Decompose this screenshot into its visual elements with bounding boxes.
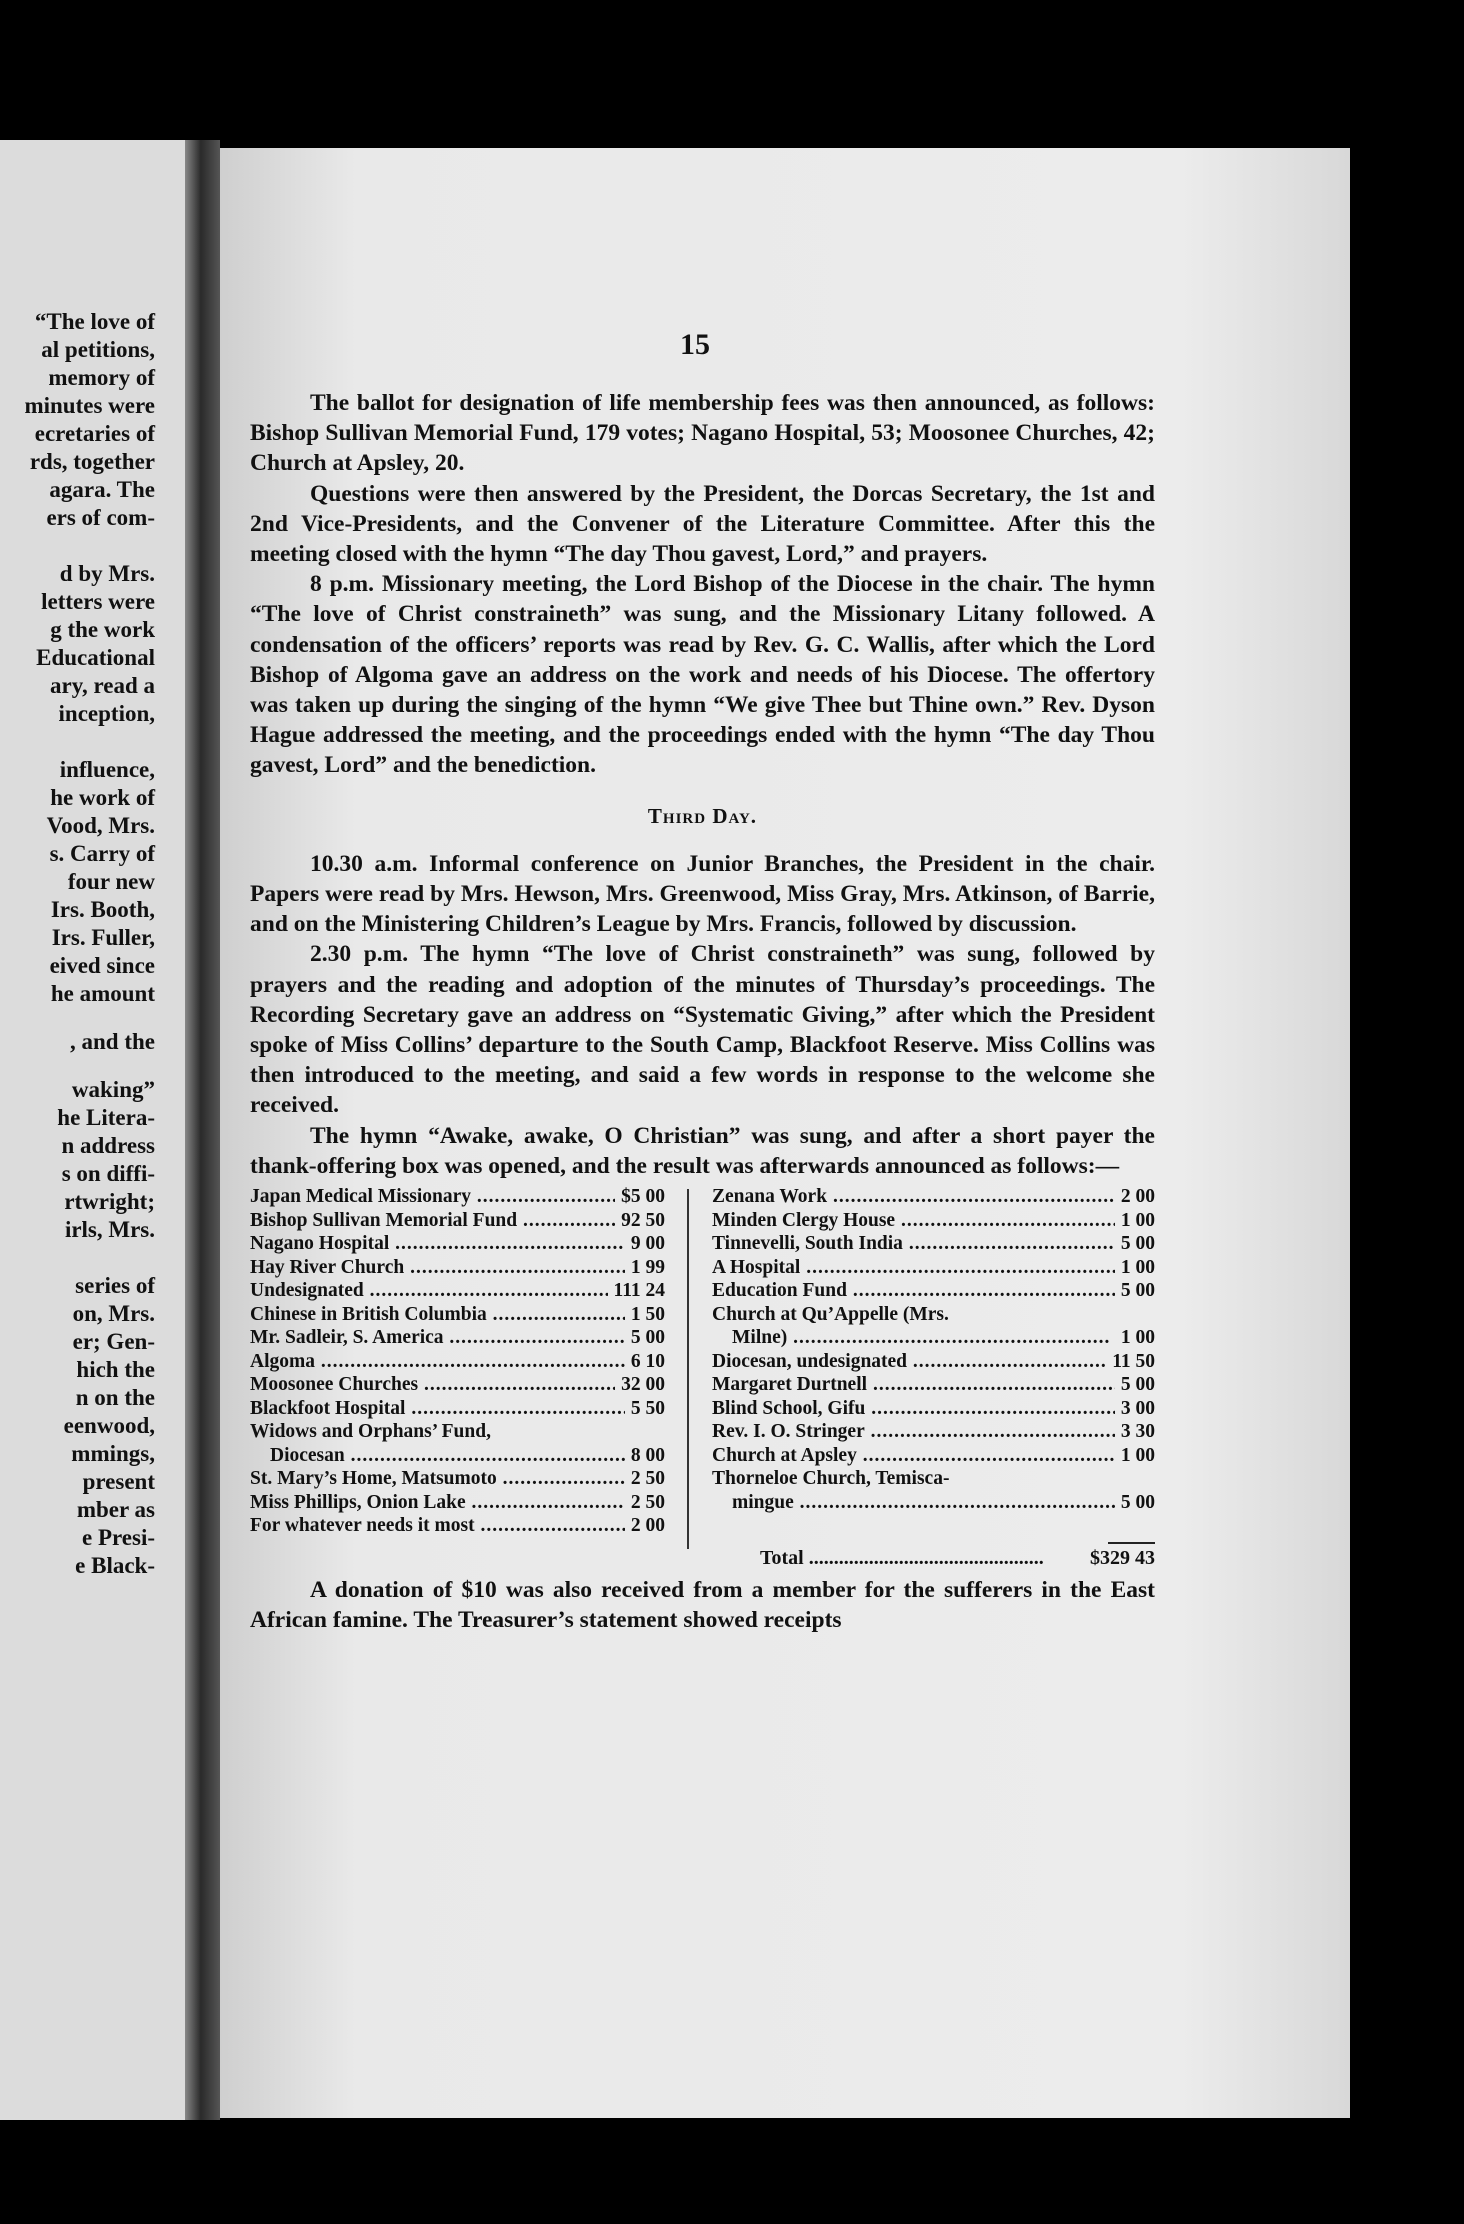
- section-heading: Third Day.: [647, 803, 758, 828]
- result-amount: 5 00: [630, 1327, 665, 1349]
- facing-page-fragment: “The love of: [34, 309, 155, 334]
- paragraph-ballot: The ballot for designation of life membership fees was then announced, as follows: Bishop Sullivan Memorial Fund, 179 votes; Nagano Hospital, 53; Moosonee Churches, 42; Church at Apsley, 20.: [250, 390, 1155, 477]
- facing-page-fragment: , and the: [70, 1029, 155, 1054]
- facing-page-fragment: on, Mrs.: [72, 1301, 155, 1326]
- result-amount: 111 24: [613, 1280, 665, 1302]
- result-amount: $5 00: [621, 1186, 665, 1208]
- paragraph-afternoon-session: 2.30 p.m. The hymn “The love of Christ constraineth” was sung, followed by prayers and the reading and adoption of the minutes of Thursday’s proceedings. The Recording Secretary gave an address on “Systematic Giving,” after which the President spoke of Miss Collins’ departure to the South Camp, Blackfoot Reserve. Miss Collins was then introduced to the meeting, and said a few words in response to the welcome she received.: [250, 941, 1155, 1119]
- facing-page-fragment: four new: [67, 869, 155, 894]
- facing-page-fragment: minutes were: [24, 393, 155, 418]
- facing-page-fragment: Vood, Mrs.: [46, 813, 155, 838]
- result-label: Church at Apsley .....: [712, 1444, 1115, 1468]
- result-label: Thorneloe Church, Temisca-: [712, 1468, 950, 1490]
- result-row: [250, 1420, 665, 1467]
- result-amount: 3 00: [1120, 1397, 1155, 1419]
- result-amount: 92 50: [621, 1209, 665, 1231]
- result-label: A Hospital .....: [712, 1256, 1115, 1280]
- facing-page-fragment: eived since: [49, 953, 155, 978]
- page-body: [250, 388, 1155, 1635]
- result-label: Margaret Durtnell .....: [712, 1373, 1115, 1397]
- facing-page-fragment: Educational: [36, 645, 155, 670]
- result-label: St. Mary’s Home, Matsumoto .....: [250, 1467, 625, 1491]
- paragraph-questions: Questions were then answered by the President, the Dorcas Secretary, the 1st and 2nd Vice-Presidents, and the Convener of the Literature Committee. After this the meeting closed with the hymn “The day Thou gavest, Lord,” and prayers.: [250, 480, 1155, 568]
- facing-page-fragment: g the work: [50, 617, 155, 642]
- result-amount: 5 00: [1120, 1374, 1155, 1396]
- result-amount: 5 00: [1120, 1233, 1155, 1255]
- result-label: Rev. I. O. Stringer .....: [712, 1420, 1115, 1444]
- facing-page-fragment: hich the: [76, 1357, 155, 1382]
- facing-page-fragment: e Presi-: [81, 1525, 155, 1550]
- result-row: [250, 1491, 665, 1515]
- facing-page-fragment: he Litera-: [57, 1105, 155, 1130]
- column-divider: [687, 1189, 689, 1549]
- paragraph-missionary-meeting: 8 p.m. Missionary meeting, the Lord Bishop of the Diocese in the chair. The hymn “The love of Christ constraineth” was sung, and the Missionary Litany followed. A condensation of the officers’ reports was read by Rev. G. C. Wallis, after which the Lord Bishop of Algoma gave an address on the work and needs of his Diocese. The offertory was taken up during the singing of the hymn “We give Thee but Thine own.” Rev. Dyson Hague addressed the meeting, and the proceedings ended with the hymn “The day Thou gavest, Lord” and the benediction.: [250, 571, 1155, 779]
- result-row: [250, 1514, 665, 1538]
- results-left-column: [250, 1185, 665, 1538]
- page-number: 15: [680, 328, 710, 361]
- result-row: [712, 1373, 1155, 1397]
- facing-page-fragment: memory of: [48, 365, 155, 390]
- result-amount: 3 30: [1120, 1421, 1155, 1443]
- result-row: [712, 1256, 1155, 1280]
- facing-page-fragment: Irs. Booth,: [50, 897, 155, 922]
- result-row: [250, 1185, 665, 1209]
- facing-page-fragment: ary, read a: [50, 673, 155, 698]
- result-row: [250, 1303, 665, 1327]
- facing-page-fragment: ers of com-: [46, 505, 155, 530]
- facing-page-fragment: mmings,: [71, 1441, 155, 1466]
- facing-page-fragment: present: [82, 1469, 155, 1494]
- result-amount: 2 50: [630, 1468, 665, 1490]
- result-amount: 5 50: [630, 1397, 665, 1419]
- facing-page-fragment: irls, Mrs.: [64, 1217, 155, 1242]
- facing-page-fragment: inception,: [58, 701, 155, 726]
- result-amount: 8 00: [630, 1444, 665, 1466]
- result-label: Bishop Sullivan Memorial Fund .....: [250, 1209, 615, 1233]
- result-amount: 1 00: [1120, 1444, 1155, 1466]
- facing-page-fragment: e Black-: [75, 1553, 155, 1578]
- result-row: [250, 1397, 665, 1421]
- facing-page-fragment: Irs. Fuller,: [51, 925, 155, 950]
- result-row: [712, 1420, 1155, 1444]
- result-row: [712, 1185, 1155, 1209]
- result-label: Undesignated .....: [250, 1279, 608, 1303]
- result-label: Diocesan, undesignated .....: [712, 1350, 1106, 1374]
- result-label: Japan Medical Missionary .....: [250, 1185, 615, 1209]
- facing-page-fragment: n address: [61, 1133, 155, 1158]
- facing-page-fragment: rds, together: [29, 449, 155, 474]
- facing-page-fragment: eenwood,: [63, 1413, 155, 1438]
- total-rule: [1108, 1542, 1155, 1544]
- result-row: [712, 1303, 1155, 1350]
- result-label: Hay River Church .....: [250, 1256, 625, 1280]
- result-row: [712, 1397, 1155, 1421]
- results-right-column: [712, 1185, 1155, 1514]
- result-amount: 1 99: [630, 1256, 665, 1278]
- facing-page-fragment: s. Carry of: [49, 841, 155, 866]
- result-amount: 1 00: [1120, 1209, 1155, 1231]
- result-amount: 2 00: [630, 1515, 665, 1537]
- facing-page-fragment: s on diffi-: [61, 1161, 155, 1186]
- facing-page-fragment: influence,: [59, 757, 155, 782]
- result-row: [250, 1256, 665, 1280]
- result-row: [250, 1373, 665, 1397]
- result-label: Chinese in British Columbia .....: [250, 1303, 625, 1327]
- result-label: Miss Phillips, Onion Lake .....: [250, 1491, 625, 1515]
- result-row: [250, 1467, 665, 1491]
- result-amount: 6 10: [630, 1350, 665, 1372]
- facing-page-fragment: waking”: [71, 1077, 155, 1102]
- result-amount: 2 50: [630, 1491, 665, 1513]
- result-label: Algoma .....: [250, 1350, 625, 1374]
- total-label: Total .....: [760, 1547, 1090, 1571]
- result-row: [250, 1350, 665, 1374]
- facing-page-fragment: agara. The: [49, 477, 155, 502]
- result-amount: 5 00: [1120, 1491, 1155, 1513]
- result-label: Blackfoot Hospital .....: [250, 1397, 625, 1421]
- result-row: [712, 1279, 1155, 1303]
- facing-page-fragment: er; Gen-: [72, 1329, 155, 1354]
- result-amount: 11 50: [1112, 1350, 1155, 1372]
- facing-page-fragment: ecretaries of: [34, 421, 155, 446]
- result-amount: 1 00: [1120, 1327, 1155, 1349]
- result-label: Tinnevelli, South India .....: [712, 1232, 1115, 1256]
- result-row: [712, 1232, 1155, 1256]
- result-label: Mr. Sadleir, S. America .....: [250, 1326, 625, 1350]
- facing-page-fragment: mber as: [76, 1497, 155, 1522]
- document-page: [220, 148, 1350, 2118]
- result-label: Nagano Hospital .....: [250, 1232, 625, 1256]
- result-row: [250, 1326, 665, 1350]
- facing-page-fragment: series of: [75, 1273, 155, 1298]
- facing-page-fragment: letters were: [41, 589, 155, 614]
- result-row: [250, 1209, 665, 1233]
- paragraph-donation: A donation of $10 was also received from a member for the sufferers in the East African famine. The Treasurer’s statement showed receipts: [250, 1577, 1155, 1634]
- facing-page-fragment: rtwright;: [64, 1189, 155, 1214]
- result-row: [712, 1467, 1155, 1514]
- result-row: [712, 1350, 1155, 1374]
- facing-page-fragment: al petitions,: [41, 337, 155, 362]
- result-amount: 5 00: [1120, 1280, 1155, 1302]
- result-amount: 2 00: [1120, 1186, 1155, 1208]
- result-row: [250, 1232, 665, 1256]
- paragraph-thank-offering: The hymn “Awake, awake, O Christian” was sung, and after a short payer the thank-offering box was opened, and the result was afterwards announced as follows:—: [250, 1122, 1155, 1179]
- result-label: Church at Qu’Appelle (Mrs.: [712, 1303, 949, 1325]
- result-row: [712, 1444, 1155, 1468]
- facing-page: [0, 140, 185, 2120]
- result-label-continued: Milne) .....: [732, 1326, 1115, 1350]
- book-gutter: [185, 140, 220, 2120]
- thank-offering-results: [250, 1185, 1155, 1575]
- facing-page-fragment: d by Mrs.: [59, 561, 155, 586]
- result-row: [712, 1209, 1155, 1233]
- result-label: Zenana Work .....: [712, 1185, 1115, 1209]
- result-label: For whatever needs it most .....: [250, 1514, 625, 1538]
- result-amount: 9 00: [630, 1233, 665, 1255]
- result-amount: 1 00: [1120, 1256, 1155, 1278]
- result-label-continued: Diocesan .....: [270, 1444, 625, 1468]
- result-label: Moosonee Churches .....: [250, 1373, 615, 1397]
- result-amount: 32 00: [621, 1374, 665, 1396]
- facing-page-fragment: he work of: [50, 785, 155, 810]
- total-row: [760, 1547, 1155, 1571]
- result-label: Blind School, Gifu .....: [712, 1397, 1115, 1421]
- result-label-continued: mingue .....: [732, 1491, 1115, 1515]
- result-label: Widows and Orphans’ Fund,: [250, 1421, 491, 1443]
- paragraph-junior-branches: 10.30 a.m. Informal conference on Junior Branches, the President in the chair. Papers were read by Mrs. Hewson, Mrs. Greenwood, Miss Gray, Mrs. Atkinson, of Barrie, and on the Ministering Children’s League by Mrs. Francis, followed by discussion.: [250, 850, 1155, 938]
- result-row: [250, 1279, 665, 1303]
- facing-page-fragment: n on the: [75, 1385, 155, 1410]
- result-label: Minden Clergy House .....: [712, 1209, 1115, 1233]
- result-label: Education Fund .....: [712, 1279, 1115, 1303]
- facing-page-fragment: he amount: [50, 981, 155, 1006]
- result-amount: 1 50: [630, 1303, 665, 1325]
- total-amount: $329 43: [1090, 1547, 1155, 1570]
